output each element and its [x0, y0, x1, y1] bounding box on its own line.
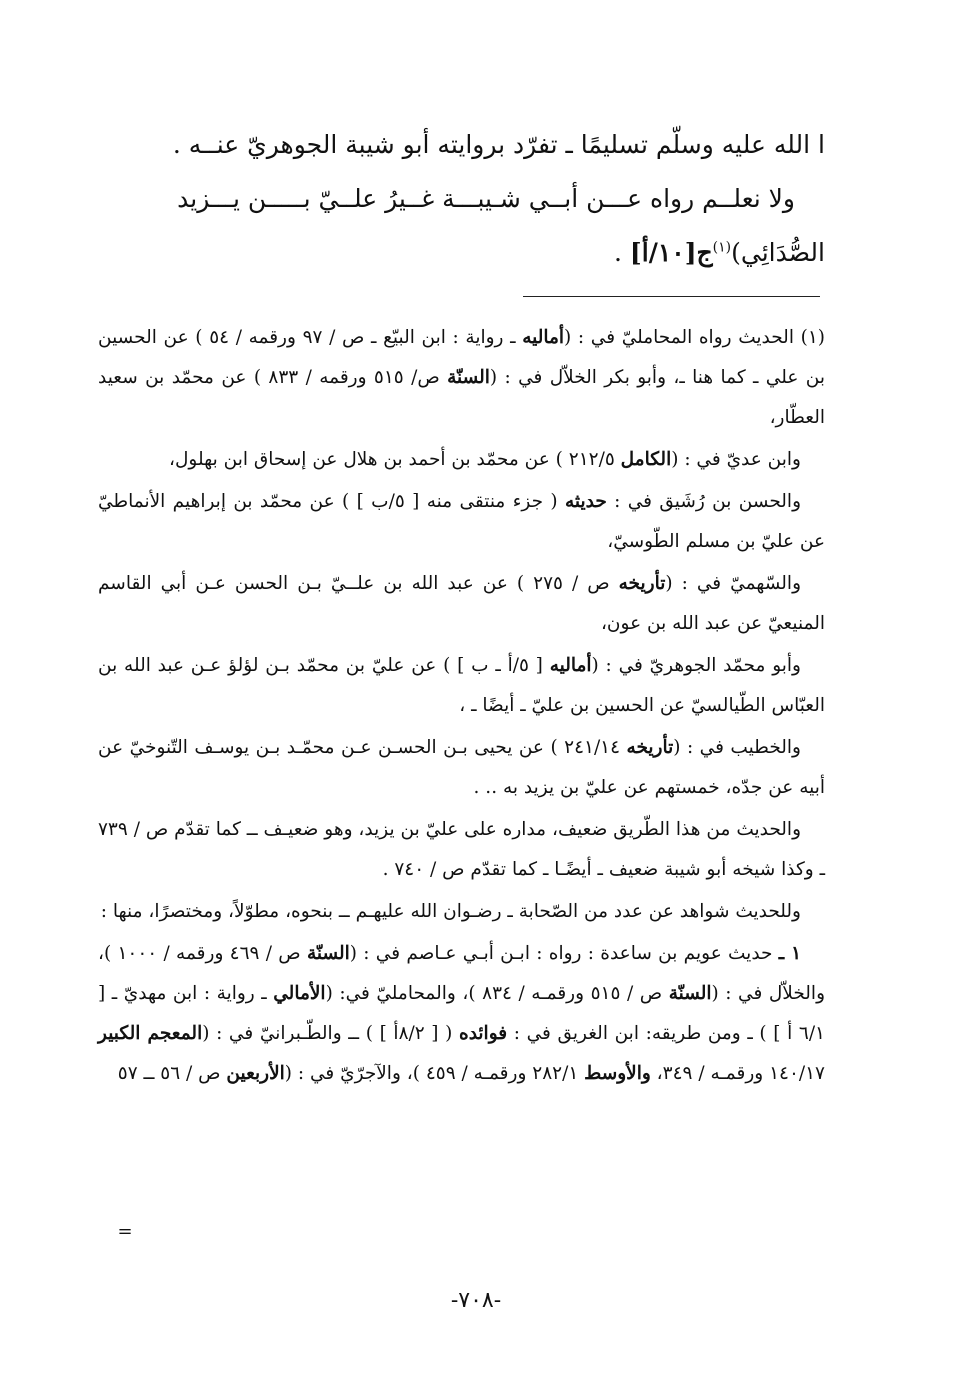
fn9-text-i: ص / ٥٦ ــ ٥٧: [117, 1063, 227, 1084]
footnote-ref-1: (١): [712, 239, 732, 256]
fn9-bold-fawaid: فوائده: [459, 1023, 508, 1044]
fn9-bold-mujam-kabir: المعجم الكبير: [98, 1023, 203, 1044]
footnote-paragraph-7: [98, 810, 825, 890]
fn1-bold-sunna: السنّة: [447, 367, 490, 388]
fn9-item-number: ١ ـ: [778, 943, 801, 964]
fn9-text-g: ١٤٠/١٧ ورقمـه / ٣٤٩،: [650, 1063, 825, 1084]
fn1-text-d: ص/ ٥١٥ ورقمه / ٨٣٣ ) عن محمّد بن سعيد العطّار،: [98, 367, 825, 428]
footnote-paragraph-2: [98, 440, 825, 480]
fn5-text-c: [ ٥/أ ـ ب ] ) عن عليّ بن محمّد بـن لؤلؤ عـن عبد الله بن العبّاس الطّيالسيّ عن الحسين بن عليّ ـ أيضًا ـ ،: [98, 655, 825, 716]
footnote-paragraph-1: [98, 318, 825, 438]
fn4-bold-tarikh: تأريخه: [618, 573, 666, 594]
fn6-text-a: والخطيب في : (: [673, 737, 801, 758]
main-line-2-text: ولا نعلــم رواه عـــن أبــي شـيبـــة غــيرُ علــيّ بـــــن يـــزيد: [177, 184, 795, 213]
fn3-bold-hadith: حديثه: [564, 491, 607, 512]
fn2-text-c: ٢١٢/٥ ) عن محمّد بن أحمد بن هلال عن إسحاق ابن بهلول،: [168, 449, 621, 470]
fn5-bold-amali: أماليه: [549, 655, 592, 676]
fn4-text-a: والسّهميّ في : (: [665, 573, 802, 594]
fn9-bold-sunna-1: السنّة: [306, 943, 350, 964]
footnote-paragraph-5: [98, 646, 825, 726]
fn2-text-a: وابن عديّ في : (: [671, 449, 801, 470]
main-text: [98, 118, 825, 280]
fn3-text-a: والحسن بن رُشَيق في :: [606, 491, 801, 512]
fn4-text-c: ص / ٢٧٥ ) عن عبد الله بن علــيّ بـن الحسن عـن أبي القاسم المنيعيّ عن عبد الله بن عون،: [98, 573, 825, 634]
main-line-1: [98, 118, 825, 172]
fn6-bold-tarikh: تأريخه: [626, 737, 674, 758]
footnotes: [98, 318, 825, 1096]
fn1-text-c: ـ رواية : ابن البيّع ـ ص / ٩٧ ورقمه / ٥٤ ) عن الحسين بن علي ـ كما هنا ـ، وأبو بكر الخلاّل في : (: [98, 327, 825, 388]
fn9-bold-arbain: الأربعين: [226, 1063, 285, 1084]
fn9-text-f: ( [ ٨/٢أ ] ) ــ والطّـبرانيّ في : (: [202, 1023, 459, 1044]
fn8-text: وللحديث شواهد عن عدد من الصّحابة ـ رضـوان الله عليهـم ــ بنحوه، مطوّلاً، ومختصرًا، منها :: [100, 901, 801, 922]
footnote-paragraph-6: [98, 728, 825, 808]
fn9-bold-sunna-2: السنّة: [668, 983, 712, 1004]
main-line-3: [98, 226, 825, 280]
main-line-1-text: ا الله عليه وسلّم تسليمًا ـ تفرّد بروايته أبو شيبة الجوهريّ عنــه .: [172, 130, 825, 159]
fn9-text-e: ـ رواية : ابن مهديّ ـ [ ٦/١ أ ] ) ـ ومن طريقه: ابن الغريق في :: [98, 983, 825, 1044]
fn6-text-c: ٢٤١/١٤ ) عن يحيى بـن الحسـن عـن محمّـد بـن يوسـف التّنوخيّ عن أبيه عن جدّه، خمستهم عن عليّ بن يزيد به .. .: [98, 737, 825, 798]
footnote-separator: [523, 296, 820, 297]
fn3-text-c: ( جزء منتقى منه [ ٥/ب ] ) عن محمّد بن إبراهيم الأنماطيّ عن عليّ بن مسلم الطّوسيّ،: [98, 491, 825, 552]
footnote-paragraph-8: [98, 892, 825, 932]
footnote-paragraph-4: [98, 564, 825, 644]
fn9-bold-awsat: والأوسط: [584, 1063, 651, 1084]
fn2-bold-kamil: الكامل: [620, 449, 672, 470]
page-number: -٧٠٨-: [450, 1288, 502, 1313]
main-line-2: [98, 172, 825, 226]
manuscript-folio-mark: ج[١٠/أ]: [629, 238, 713, 267]
fn1-bold-amali: أماليه: [522, 327, 565, 348]
fn9-text-h: ٢٨٢/١ ورقمـه / ٤٥٩ )، والآجرّيّ في : (: [284, 1063, 585, 1084]
footnote-paragraph-3: [98, 482, 825, 562]
continuation-mark: =: [117, 1221, 133, 1242]
fn5-text-a: وأبو محمّد الجوهريّ في : (: [591, 655, 801, 676]
main-line-3-text: الصُّدَائِي): [731, 238, 825, 267]
main-line-3-end: .: [614, 238, 630, 267]
fn1-text-a: (١) الحديث رواه المحامليّ في : (: [564, 327, 825, 348]
fn9-text-d: ص / ٥١٥ ورقمـه / ٨٣٤ )، والمحامليّ في: (: [325, 983, 669, 1004]
fn7-text: والحديث من هذا الطّريق ضعيف، مداره على عليّ بن يزيد، وهو ضعيـف ــ كما تقدّم ص / ٧٣٩ ـ وكذا شيخه أبو شيبة ضعيف ـ أيضًـا ـ كما تقدّم ص / ٧٤٠ .: [98, 819, 825, 880]
footnote-paragraph-9: [98, 934, 825, 1094]
fn9-bold-amali: الأمالي: [273, 983, 326, 1004]
fn9-text-c: ص / ٤٦٩ ورقمه / ١٠٠٠ )، والخلاّل في : (: [98, 943, 825, 1004]
fn9-text-a: حديث عويم بن ساعدة : رواه : ابـن أبـي عـاصم في : (: [349, 943, 779, 964]
